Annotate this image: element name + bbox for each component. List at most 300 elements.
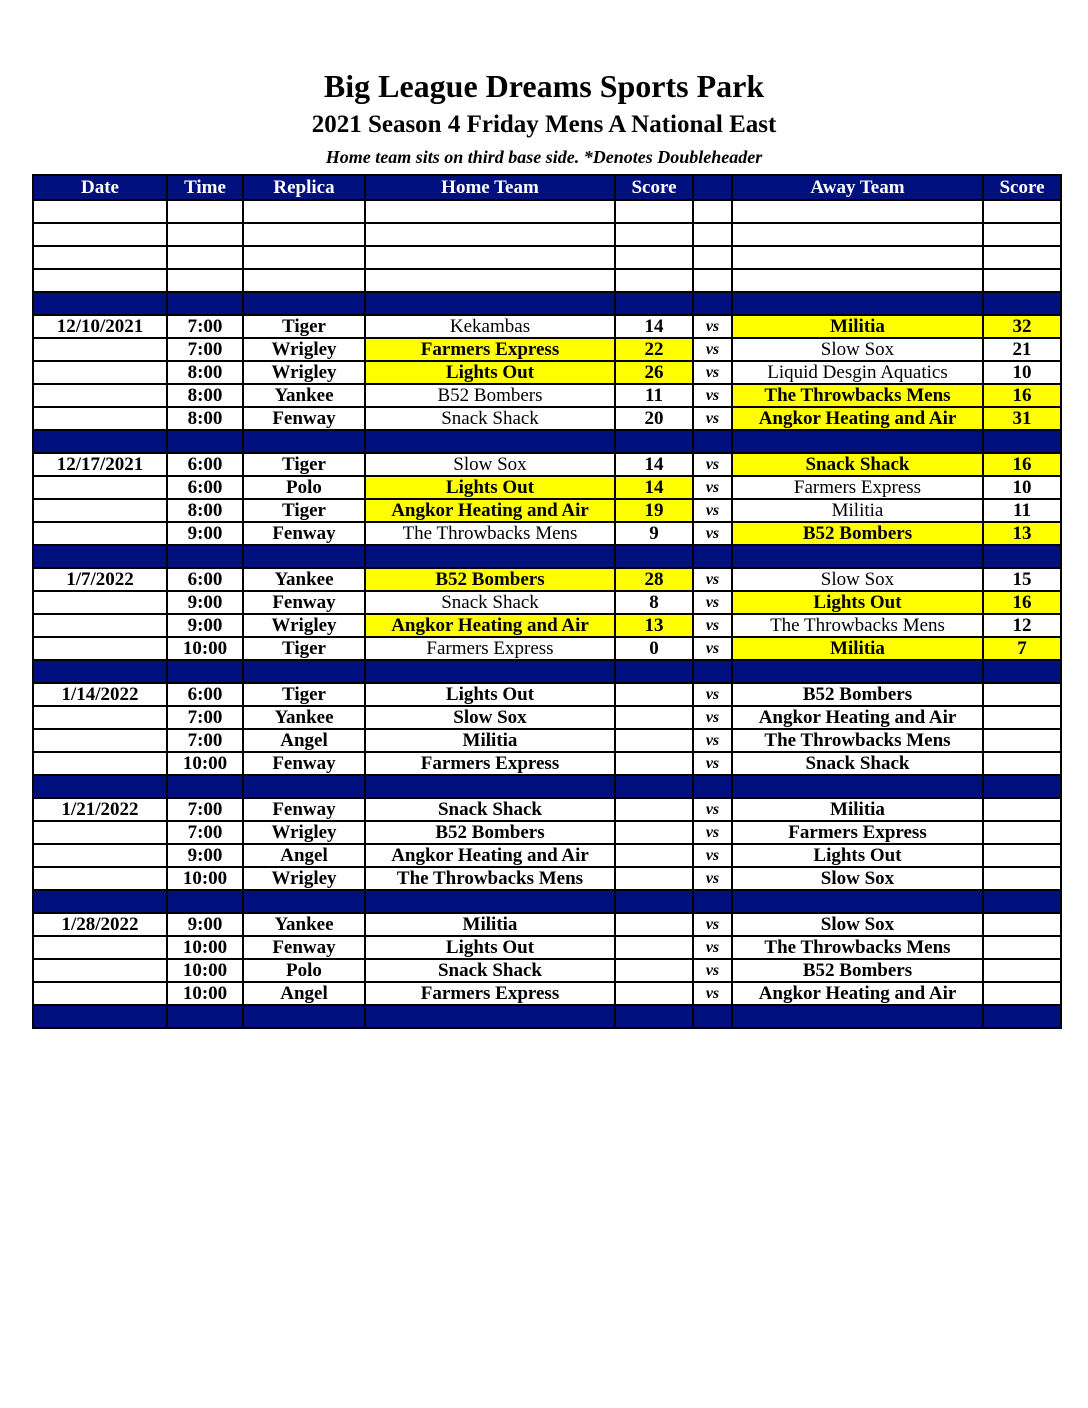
table-row <box>33 706 1061 729</box>
away-team-cell: Slow Sox <box>732 338 983 361</box>
time-cell: 7:00 <box>167 821 243 844</box>
date-cell <box>33 637 167 660</box>
blank-row <box>33 246 1061 269</box>
home-score-cell <box>615 982 693 1005</box>
time-cell <box>167 890 243 913</box>
home-team-cell: Lights Out <box>365 683 615 706</box>
time-cell: 10:00 <box>167 752 243 775</box>
col-header-vs <box>693 175 732 200</box>
date-cell <box>33 706 167 729</box>
replica-cell <box>243 660 365 683</box>
date-cell <box>33 775 167 798</box>
date-cell: 1/14/2022 <box>33 683 167 706</box>
separator-row <box>33 1005 1061 1028</box>
away-team-cell: Snack Shack <box>732 752 983 775</box>
date-cell <box>33 844 167 867</box>
table-row <box>33 614 1061 637</box>
time-cell <box>167 200 243 223</box>
date-cell <box>33 430 167 453</box>
replica-cell: Yankee <box>243 568 365 591</box>
away-score-cell <box>983 292 1061 315</box>
away-team-cell <box>732 246 983 269</box>
home-score-cell <box>615 292 693 315</box>
vs-cell: vs <box>693 959 732 982</box>
away-team-cell: Militia <box>732 637 983 660</box>
home-team-cell: The Throwbacks Mens <box>365 867 615 890</box>
away-score-cell: 12 <box>983 614 1061 637</box>
table-row <box>33 752 1061 775</box>
home-score-cell <box>615 223 693 246</box>
table-row <box>33 821 1061 844</box>
time-cell: 10:00 <box>167 959 243 982</box>
replica-cell <box>243 200 365 223</box>
home-team-cell: Militia <box>365 913 615 936</box>
home-team-cell: Snack Shack <box>365 798 615 821</box>
table-row <box>33 453 1061 476</box>
away-score-cell: 21 <box>983 338 1061 361</box>
away-team-cell <box>732 890 983 913</box>
home-team-cell: Lights Out <box>365 476 615 499</box>
home-team-cell <box>365 269 615 292</box>
away-team-cell: Militia <box>732 798 983 821</box>
time-cell: 8:00 <box>167 384 243 407</box>
table-row <box>33 729 1061 752</box>
date-cell: 1/28/2022 <box>33 913 167 936</box>
away-team-cell: Angkor Heating and Air <box>732 407 983 430</box>
replica-cell: Angel <box>243 729 365 752</box>
replica-cell: Wrigley <box>243 614 365 637</box>
time-cell: 9:00 <box>167 913 243 936</box>
time-cell: 6:00 <box>167 476 243 499</box>
home-team-cell: Angkor Heating and Air <box>365 844 615 867</box>
table-row <box>33 522 1061 545</box>
vs-cell: vs <box>693 384 732 407</box>
away-team-cell: B52 Bombers <box>732 959 983 982</box>
vs-cell: vs <box>693 683 732 706</box>
home-score-cell <box>615 890 693 913</box>
vs-cell: vs <box>693 476 732 499</box>
date-cell <box>33 752 167 775</box>
vs-cell <box>693 890 732 913</box>
replica-cell: Tiger <box>243 683 365 706</box>
home-team-cell: Angkor Heating and Air <box>365 499 615 522</box>
away-team-cell: Militia <box>732 315 983 338</box>
date-cell <box>33 1005 167 1028</box>
separator-row <box>33 890 1061 913</box>
time-cell <box>167 545 243 568</box>
home-score-cell: 22 <box>615 338 693 361</box>
time-cell <box>167 660 243 683</box>
away-score-cell <box>983 729 1061 752</box>
time-cell: 8:00 <box>167 407 243 430</box>
away-team-cell: Lights Out <box>732 591 983 614</box>
away-score-cell: 16 <box>983 384 1061 407</box>
away-team-cell <box>732 223 983 246</box>
away-score-cell: 31 <box>983 407 1061 430</box>
away-score-cell <box>983 821 1061 844</box>
home-team-cell <box>365 890 615 913</box>
home-team-cell: Farmers Express <box>365 752 615 775</box>
date-cell: 12/10/2021 <box>33 315 167 338</box>
date-cell <box>33 959 167 982</box>
away-team-cell: Angkor Heating and Air <box>732 982 983 1005</box>
table-row <box>33 315 1061 338</box>
away-score-cell: 10 <box>983 476 1061 499</box>
table-header-row <box>33 175 1061 200</box>
home-score-cell: 20 <box>615 407 693 430</box>
time-cell: 10:00 <box>167 637 243 660</box>
vs-cell <box>693 223 732 246</box>
vs-cell: vs <box>693 844 732 867</box>
away-team-cell: The Throwbacks Mens <box>732 614 983 637</box>
away-team-cell: The Throwbacks Mens <box>732 729 983 752</box>
table-row <box>33 407 1061 430</box>
away-team-cell: Slow Sox <box>732 867 983 890</box>
vs-cell: vs <box>693 821 732 844</box>
vs-cell: vs <box>693 913 732 936</box>
col-header-away-score: Score <box>983 175 1061 200</box>
away-score-cell <box>983 890 1061 913</box>
replica-cell: Fenway <box>243 591 365 614</box>
vs-cell: vs <box>693 982 732 1005</box>
separator-row <box>33 292 1061 315</box>
away-team-cell: Farmers Express <box>732 821 983 844</box>
date-cell <box>33 614 167 637</box>
vs-cell: vs <box>693 453 732 476</box>
away-score-cell: 11 <box>983 499 1061 522</box>
vs-cell: vs <box>693 522 732 545</box>
table-row <box>33 476 1061 499</box>
home-score-cell <box>615 729 693 752</box>
away-score-cell <box>983 545 1061 568</box>
vs-cell: vs <box>693 706 732 729</box>
away-score-cell <box>983 683 1061 706</box>
col-header-away-team: Away Team <box>732 175 983 200</box>
away-score-cell <box>983 752 1061 775</box>
home-score-cell <box>615 775 693 798</box>
date-cell <box>33 200 167 223</box>
table-row <box>33 844 1061 867</box>
replica-cell: Angel <box>243 982 365 1005</box>
time-cell: 10:00 <box>167 867 243 890</box>
home-team-cell: Snack Shack <box>365 959 615 982</box>
home-team-cell: Snack Shack <box>365 407 615 430</box>
table-row <box>33 591 1061 614</box>
time-cell <box>167 269 243 292</box>
replica-cell: Fenway <box>243 407 365 430</box>
vs-cell: vs <box>693 407 732 430</box>
vs-cell: vs <box>693 614 732 637</box>
vs-cell: vs <box>693 315 732 338</box>
date-cell: 12/17/2021 <box>33 453 167 476</box>
replica-cell: Wrigley <box>243 867 365 890</box>
home-score-cell: 14 <box>615 476 693 499</box>
away-score-cell: 7 <box>983 637 1061 660</box>
home-score-cell <box>615 430 693 453</box>
vs-cell: vs <box>693 798 732 821</box>
replica-cell: Fenway <box>243 752 365 775</box>
away-score-cell <box>983 936 1061 959</box>
date-cell <box>33 384 167 407</box>
vs-cell <box>693 246 732 269</box>
replica-cell <box>243 223 365 246</box>
separator-row <box>33 775 1061 798</box>
away-score-cell <box>983 775 1061 798</box>
away-score-cell <box>983 982 1061 1005</box>
home-team-cell <box>365 1005 615 1028</box>
vs-cell: vs <box>693 338 732 361</box>
date-cell <box>33 821 167 844</box>
table-row <box>33 361 1061 384</box>
home-score-cell: 9 <box>615 522 693 545</box>
home-score-cell <box>615 867 693 890</box>
date-cell <box>33 729 167 752</box>
replica-cell <box>243 775 365 798</box>
time-cell: 6:00 <box>167 453 243 476</box>
date-cell <box>33 476 167 499</box>
away-team-cell <box>732 1005 983 1028</box>
date-cell <box>33 246 167 269</box>
table-row <box>33 867 1061 890</box>
vs-cell: vs <box>693 936 732 959</box>
schedule-body <box>33 200 1061 1028</box>
replica-cell: Wrigley <box>243 338 365 361</box>
replica-cell: Polo <box>243 476 365 499</box>
date-cell <box>33 338 167 361</box>
home-score-cell <box>615 752 693 775</box>
home-score-cell: 0 <box>615 637 693 660</box>
away-score-cell <box>983 706 1061 729</box>
away-score-cell <box>983 269 1061 292</box>
vs-cell: vs <box>693 591 732 614</box>
time-cell: 7:00 <box>167 706 243 729</box>
vs-cell <box>693 660 732 683</box>
replica-cell: Angel <box>243 844 365 867</box>
home-team-cell: B52 Bombers <box>365 568 615 591</box>
separator-row <box>33 660 1061 683</box>
home-score-cell <box>615 913 693 936</box>
schedule-note: Home team sits on third base side. *Denotes Doubleheader <box>325 147 763 167</box>
away-team-cell: Angkor Heating and Air <box>732 706 983 729</box>
away-score-cell <box>983 660 1061 683</box>
replica-cell: Tiger <box>243 637 365 660</box>
table-row <box>33 982 1061 1005</box>
col-header-replica: Replica <box>243 175 365 200</box>
table-row <box>33 384 1061 407</box>
home-score-cell <box>615 844 693 867</box>
blank-row <box>33 223 1061 246</box>
time-cell <box>167 223 243 246</box>
date-cell <box>33 292 167 315</box>
replica-cell: Fenway <box>243 936 365 959</box>
vs-cell <box>693 200 732 223</box>
home-team-cell: Snack Shack <box>365 591 615 614</box>
replica-cell: Fenway <box>243 522 365 545</box>
home-team-cell: Kekambas <box>365 315 615 338</box>
time-cell: 9:00 <box>167 844 243 867</box>
date-cell <box>33 407 167 430</box>
table-row <box>33 568 1061 591</box>
away-team-cell <box>732 660 983 683</box>
replica-cell: Tiger <box>243 499 365 522</box>
away-score-cell <box>983 430 1061 453</box>
replica-cell <box>243 545 365 568</box>
date-cell: 1/7/2022 <box>33 568 167 591</box>
page-title: Big League Dreams Sports Park <box>323 68 765 104</box>
away-team-cell: Slow Sox <box>732 568 983 591</box>
away-score-cell <box>983 223 1061 246</box>
vs-cell: vs <box>693 867 732 890</box>
date-cell <box>33 361 167 384</box>
time-cell: 6:00 <box>167 568 243 591</box>
date-cell <box>33 269 167 292</box>
away-team-cell: Farmers Express <box>732 476 983 499</box>
vs-cell: vs <box>693 361 732 384</box>
table-row <box>33 338 1061 361</box>
home-score-cell <box>615 683 693 706</box>
away-score-cell: 16 <box>983 453 1061 476</box>
time-cell: 6:00 <box>167 683 243 706</box>
time-cell: 9:00 <box>167 591 243 614</box>
away-score-cell: 13 <box>983 522 1061 545</box>
date-cell <box>33 499 167 522</box>
replica-cell <box>243 292 365 315</box>
away-team-cell <box>732 269 983 292</box>
away-score-cell <box>983 844 1061 867</box>
home-team-cell <box>365 545 615 568</box>
away-score-cell <box>983 798 1061 821</box>
away-team-cell <box>732 430 983 453</box>
date-cell <box>33 660 167 683</box>
time-cell: 7:00 <box>167 798 243 821</box>
date-cell <box>33 223 167 246</box>
blank-row <box>33 200 1061 223</box>
replica-cell: Tiger <box>243 315 365 338</box>
table-row <box>33 637 1061 660</box>
replica-cell <box>243 890 365 913</box>
home-team-cell: Farmers Express <box>365 982 615 1005</box>
home-score-cell <box>615 959 693 982</box>
replica-cell: Polo <box>243 959 365 982</box>
page-subtitle: 2021 Season 4 Friday Mens A National East <box>311 111 777 138</box>
time-cell: 7:00 <box>167 338 243 361</box>
home-team-cell: B52 Bombers <box>365 384 615 407</box>
separator-row <box>33 430 1061 453</box>
home-team-cell: Militia <box>365 729 615 752</box>
time-cell: 7:00 <box>167 315 243 338</box>
home-score-cell: 28 <box>615 568 693 591</box>
vs-cell <box>693 430 732 453</box>
date-cell <box>33 936 167 959</box>
home-score-cell: 8 <box>615 591 693 614</box>
home-score-cell <box>615 200 693 223</box>
home-score-cell <box>615 798 693 821</box>
away-score-cell: 16 <box>983 591 1061 614</box>
date-cell <box>33 890 167 913</box>
home-score-cell <box>615 706 693 729</box>
vs-cell: vs <box>693 499 732 522</box>
home-score-cell: 14 <box>615 315 693 338</box>
col-header-home-team: Home Team <box>365 175 615 200</box>
home-team-cell <box>365 775 615 798</box>
date-cell: 1/21/2022 <box>33 798 167 821</box>
home-team-cell: Slow Sox <box>365 706 615 729</box>
home-team-cell: Angkor Heating and Air <box>365 614 615 637</box>
away-score-cell <box>983 200 1061 223</box>
home-team-cell: Slow Sox <box>365 453 615 476</box>
away-team-cell <box>732 292 983 315</box>
date-cell <box>33 867 167 890</box>
away-team-cell: The Throwbacks Mens <box>732 384 983 407</box>
replica-cell <box>243 1005 365 1028</box>
replica-cell: Yankee <box>243 913 365 936</box>
date-cell <box>33 545 167 568</box>
replica-cell <box>243 246 365 269</box>
away-team-cell: B52 Bombers <box>732 522 983 545</box>
away-score-cell <box>983 246 1061 269</box>
time-cell: 9:00 <box>167 614 243 637</box>
date-cell <box>33 982 167 1005</box>
vs-cell: vs <box>693 729 732 752</box>
vs-cell: vs <box>693 637 732 660</box>
away-team-cell: B52 Bombers <box>732 683 983 706</box>
home-score-cell: 11 <box>615 384 693 407</box>
home-team-cell: B52 Bombers <box>365 821 615 844</box>
away-team-cell: Liquid Desgin Aquatics <box>732 361 983 384</box>
away-score-cell <box>983 959 1061 982</box>
vs-cell <box>693 1005 732 1028</box>
away-team-cell: The Throwbacks Mens <box>732 936 983 959</box>
home-score-cell <box>615 246 693 269</box>
blank-row <box>33 269 1061 292</box>
home-team-cell: Farmers Express <box>365 637 615 660</box>
table-row <box>33 936 1061 959</box>
col-header-time: Time <box>167 175 243 200</box>
home-score-cell <box>615 269 693 292</box>
home-score-cell <box>615 660 693 683</box>
table-row <box>33 959 1061 982</box>
home-score-cell: 19 <box>615 499 693 522</box>
away-team-cell <box>732 200 983 223</box>
time-cell: 8:00 <box>167 361 243 384</box>
away-team-cell: Lights Out <box>732 844 983 867</box>
replica-cell: Yankee <box>243 384 365 407</box>
vs-cell <box>693 775 732 798</box>
home-team-cell <box>365 200 615 223</box>
time-cell <box>167 1005 243 1028</box>
vs-cell <box>693 292 732 315</box>
home-team-cell <box>365 246 615 269</box>
home-score-cell <box>615 1005 693 1028</box>
table-row <box>33 913 1061 936</box>
replica-cell: Wrigley <box>243 821 365 844</box>
away-score-cell <box>983 1005 1061 1028</box>
home-score-cell <box>615 936 693 959</box>
col-header-date: Date <box>33 175 167 200</box>
table-row <box>33 798 1061 821</box>
replica-cell: Tiger <box>243 453 365 476</box>
schedule-table <box>32 174 1062 1029</box>
table-row <box>33 499 1061 522</box>
time-cell: 8:00 <box>167 499 243 522</box>
away-team-cell <box>732 545 983 568</box>
home-team-cell <box>365 223 615 246</box>
replica-cell: Yankee <box>243 706 365 729</box>
replica-cell: Wrigley <box>243 361 365 384</box>
home-score-cell: 26 <box>615 361 693 384</box>
away-team-cell: Slow Sox <box>732 913 983 936</box>
home-team-cell: The Throwbacks Mens <box>365 522 615 545</box>
